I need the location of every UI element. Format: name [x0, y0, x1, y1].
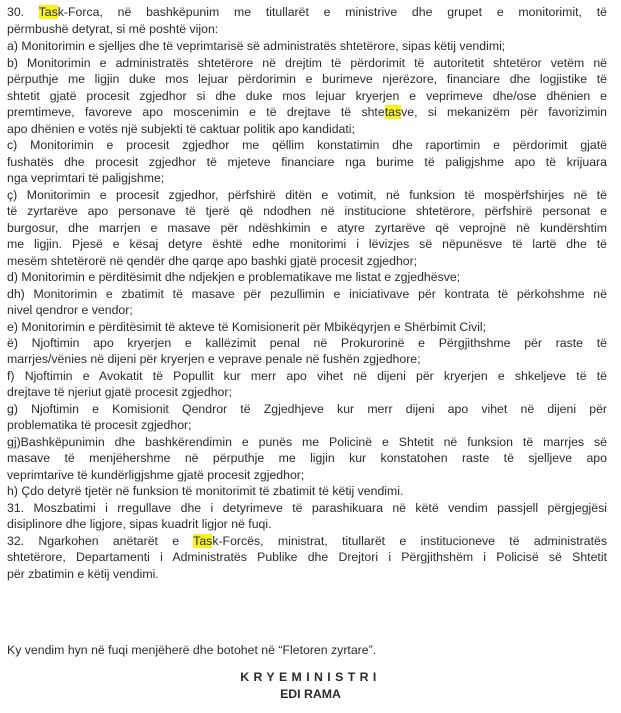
text-line — [7, 516, 607, 532]
text-segment: përputhje me ligjin duke mos lejuar përdorimin e burimeve njerëzore, financiare dhe logjistike të — [7, 72, 607, 86]
text-segment: nga veprimtari të paligjshme; — [7, 171, 165, 185]
text-segment: disiplinore dhe ligjore, sipas kuadrit ligjor në fuqi. — [7, 517, 272, 531]
text-line — [7, 450, 607, 466]
text-line — [7, 467, 607, 483]
text-segment: nivel qendror e vendor; — [7, 303, 133, 317]
text-line — [7, 104, 607, 120]
text-segment: ç) Monitorimin e procesit zgjedhor, përfshirë ditën e votimit, në funksion të mospërfshirjes në të — [7, 188, 607, 202]
text-line — [7, 203, 607, 219]
text-line — [7, 137, 607, 153]
text-line — [7, 286, 607, 302]
text-segment: ve, si mekanizëm për favorizimin — [401, 105, 607, 119]
text-segment: të zyrtarëve apo personave të tjerë që ndodhen në institucione shtetërore, përfshirë personat e — [7, 204, 607, 218]
text-segment: b) Monitorimin e administratës shtetërore në drejtim të përdorimit të autoritetit shtetëror vetëm në — [7, 56, 607, 70]
text-line — [7, 384, 607, 400]
text-segment: h) Çdo detyrë tjetër në funksion të monitorimit të zbatimit të këtij vendimi. — [7, 484, 404, 498]
text-line — [7, 88, 607, 104]
text-line — [7, 38, 607, 54]
text-segment: c) Monitorimin e procesit zgjedhor me qëllim konstatimin dhe raportimin e përdorimit gjatë — [7, 138, 607, 152]
text-segment: përmbushë detyrat, si më poshtë vijon: — [7, 22, 219, 36]
text-segment: gj)Bashkëpunimin dhe bashkërendimin e punës me Policinë e Shtetit në funksion të marrjes së — [7, 435, 607, 449]
text-line — [7, 220, 607, 236]
text-segment: k-Forca, në bashkëpunim me titullarët e ministrive dhe grupet e monitorimit, të — [57, 5, 607, 19]
text-segment: dh) Monitorimin e zbatimit të masave për pezullimin e iniciativave për kontrata të përkohshme në — [7, 287, 607, 301]
text-segment: premtimeve, favoreve apo moscenimin e të drejtave të shte — [7, 105, 385, 119]
text-line — [7, 434, 607, 450]
search-highlight: Tas — [38, 5, 58, 19]
text-segment: apo dhënien e votës një subjekti të caktuar politik apo kandidati; — [7, 122, 355, 136]
text-segment: a) Monitorimin e sjelljes dhe të veprimtarisë së administratës shtetërore, sipas këtij vendimi; — [7, 39, 506, 53]
text-line — [7, 236, 607, 252]
text-segment: fushatës dhe procesit zgjedhor të mjeteve financiare nga burime të paligjshme apo të krijuara — [7, 155, 607, 169]
text-line — [7, 4, 607, 20]
text-line — [7, 401, 607, 417]
text-line — [7, 154, 607, 170]
text-segment: f) Njoftimin e Avokatit të Popullit kur merr apo vihet në dijeni për kryerjen e shkeljeve të të — [7, 369, 607, 383]
text-line — [7, 533, 607, 549]
text-segment: d) Monitorimin e përditësimit dhe ndjekjen e problematikave me listat e zgjedhësve; — [7, 270, 461, 284]
text-line — [7, 566, 607, 582]
text-line — [7, 302, 607, 318]
text-segment: marrjes/vënies në dijeni për kryerjen e veprave penale në fushën zgjedhore; — [7, 352, 421, 366]
text-segment: k-Forcës, ministrat, titullarët e institucioneve të administratës — [212, 534, 607, 548]
text-segment: burgosur, dhe marrjen e masave për ndëshkimin e atyre zyrtarëve që veprojnë në kundërshtim — [7, 221, 607, 235]
text-segment: për zbatimin e këtij vendimi. — [7, 567, 159, 581]
signature-title: KRYEMINISTRI — [240, 670, 381, 684]
text-segment: problematika të procesit zgjedhor; — [7, 418, 192, 432]
text-segment: ë) Njoftimin apo kryerjen e kallëzimit penal në Prokurorinë e Përgjithshme për raste të — [7, 336, 607, 350]
text-segment: shtetërore, Departamenti i Administratës Publike dhe Drejtori i Përgjithshëm i Policisë së Shtetit — [7, 550, 607, 564]
text-segment: drejtave të njeriut gjatë procesit zgjedhor; — [7, 385, 232, 399]
text-line — [7, 368, 607, 384]
text-line — [7, 187, 607, 203]
text-line — [7, 483, 607, 499]
text-line — [7, 269, 607, 285]
text-segment: veprimtarive të kundërligjshme gjatë procesit zgjedhor; — [7, 468, 305, 482]
text-segment: 31. Moszbatimi i rregullave dhe i detyrimeve të parashikuara në këtë vendim passjell përgjegjësi — [7, 501, 607, 515]
text-line — [7, 417, 607, 433]
text-segment: Ky vendim hyn në fuqi menjëherë dhe botohet në “Fletoren zyrtare”. — [7, 643, 377, 657]
text-line — [7, 642, 607, 658]
text-line — [7, 335, 607, 351]
text-line — [7, 253, 607, 269]
text-segment: 30. — [7, 5, 39, 19]
text-segment: mesëm shtetërorë në qendër dhe qarqe apo bashki gjatë procesit zgjedhor; — [7, 254, 418, 268]
text-line — [7, 21, 607, 37]
text-line — [7, 500, 607, 516]
search-highlight: Tas — [193, 534, 213, 548]
search-highlight: tas — [384, 105, 402, 119]
text-line — [7, 549, 607, 565]
text-line — [7, 121, 607, 137]
text-segment: masave të menjëhershme në përputhje me ligjin kur konstatohen raste të sjelljeve apo — [7, 451, 607, 465]
text-line — [7, 170, 607, 186]
text-line — [7, 71, 607, 87]
text-segment: g) Njoftimin e Komisionit Qendror të Zgjedhjeve kur merr dijeni apo vihet në dijeni për — [7, 402, 607, 416]
text-line — [7, 55, 607, 71]
text-segment: shtetit gjatë procesit zgjedhor si dhe duke mos lejuar kryerjen e veprimeve dhe/ose dhënien e — [7, 89, 607, 103]
text-line — [7, 319, 607, 335]
text-segment: 32. Ngarkohen anëtarët e — [7, 534, 194, 548]
text-line — [7, 351, 607, 367]
text-segment: e) Monitorimin e përditësimit të akteve të Komisionerit për Mbikëqyrjen e Shërbimit Civil; — [7, 320, 487, 334]
text-segment: me ligjin. Pjesë e kësaj detyre është edhe monitorimi i lëvizjes së nëpunësve të lartë dhe të — [7, 237, 607, 251]
signature-name: EDI RAMA — [280, 687, 341, 701]
